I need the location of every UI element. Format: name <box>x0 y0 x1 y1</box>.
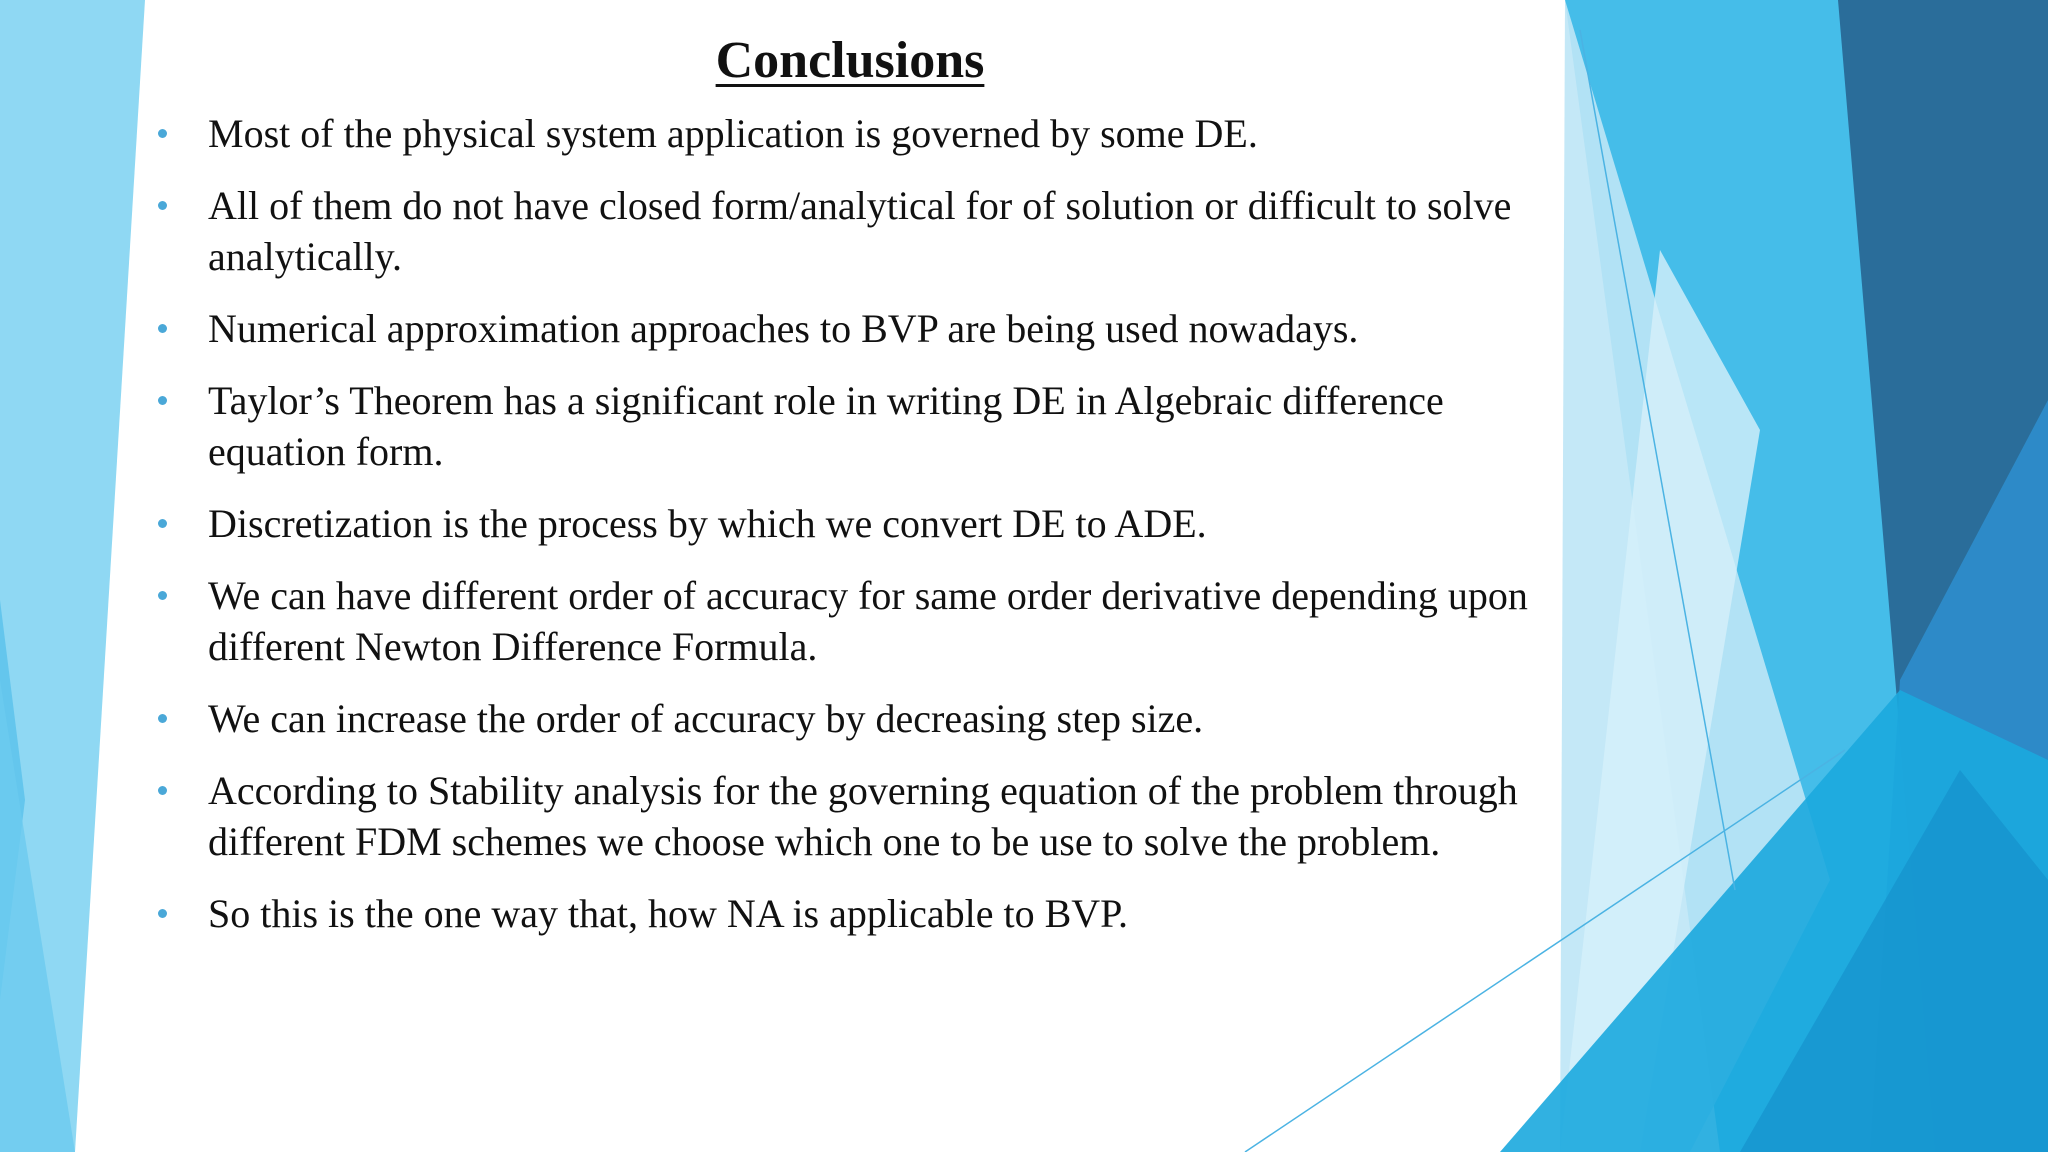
bullet-dot-icon <box>158 786 167 795</box>
bullet-item <box>150 693 1550 744</box>
bullet-dot-icon <box>158 396 167 405</box>
bullet-dot-icon <box>158 129 167 138</box>
bullet-text: Taylor’s Theorem has a significant role in writing DE in Algebraic difference equation form. <box>208 378 1444 474</box>
bullet-item <box>150 765 1550 867</box>
bullet-item <box>150 570 1550 672</box>
bullet-text: Discretization is the process by which we convert DE to ADE. <box>208 501 1207 546</box>
bullet-item <box>150 108 1550 159</box>
bullet-dot-icon <box>158 591 167 600</box>
bullet-dot-icon <box>158 714 167 723</box>
bullet-text: All of them do not have closed form/analytical for of solution or difficult to solve analytically. <box>208 183 1512 279</box>
bullet-text: We can have different order of accuracy for same order derivative depending upon different Newton Difference Formula. <box>208 573 1528 669</box>
bullet-item <box>150 303 1550 354</box>
bullet-text: Numerical approximation approaches to BVP are being used nowadays. <box>208 306 1359 351</box>
bullet-dot-icon <box>158 519 167 528</box>
bullet-item <box>150 180 1550 282</box>
bullet-text: According to Stability analysis for the governing equation of the problem through different FDM schemes we choose which one to be use to solve the problem. <box>208 768 1518 864</box>
bullet-dot-icon <box>158 324 167 333</box>
bullet-text: We can increase the order of accuracy by decreasing step size. <box>208 696 1204 741</box>
bullet-item <box>150 498 1550 549</box>
bullet-list <box>150 108 1550 960</box>
bullet-dot-icon <box>158 201 167 210</box>
bullet-item <box>150 375 1550 477</box>
slide-title: Conclusions <box>715 32 985 89</box>
bullet-item <box>150 888 1550 939</box>
bullet-text: So this is the one way that, how NA is applicable to BVP. <box>208 891 1128 936</box>
bullet-text: Most of the physical system application is governed by some DE. <box>208 111 1258 156</box>
bullet-dot-icon <box>158 909 167 918</box>
